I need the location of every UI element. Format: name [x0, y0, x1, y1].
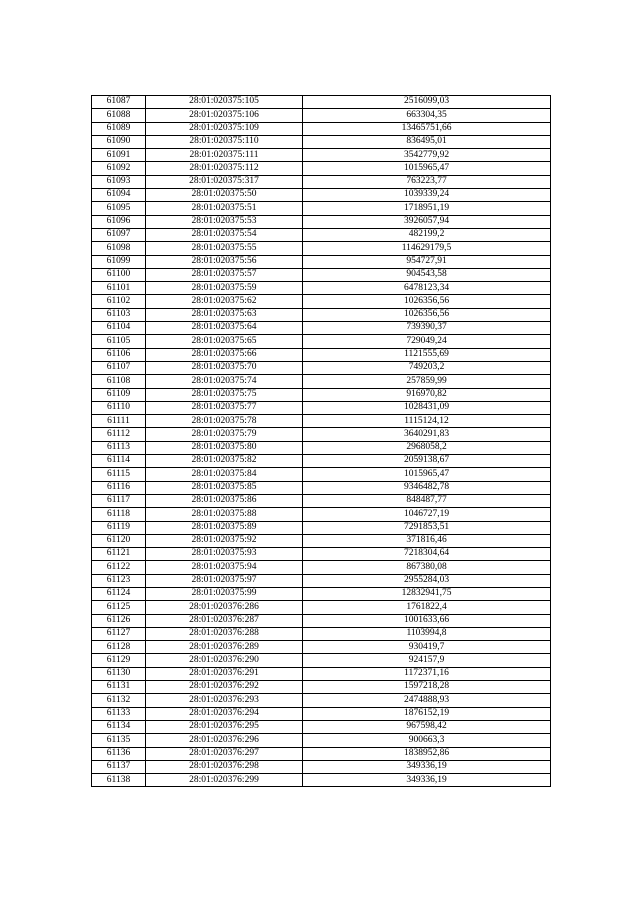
cadastral-value-cell: 763223,77: [303, 175, 551, 188]
table-row: [92, 694, 551, 707]
cadastral-number-cell: 28:01:020375:56: [146, 255, 303, 268]
cadastral-number-cell: 28:01:020375:57: [146, 268, 303, 281]
row-number-cell: 61138: [92, 774, 146, 787]
table-row: [92, 428, 551, 441]
table-row: [92, 574, 551, 587]
cadastral-value-cell: 967598,42: [303, 720, 551, 733]
cadastral-number-cell: 28:01:020375:109: [146, 122, 303, 135]
cadastral-number-cell: 28:01:020375:51: [146, 202, 303, 215]
row-number-cell: 61099: [92, 255, 146, 268]
cadastral-number-cell: 28:01:020376:289: [146, 641, 303, 654]
table-row: [92, 335, 551, 348]
cadastral-number-cell: 28:01:020375:54: [146, 228, 303, 241]
cadastral-value-cell: 114629179,5: [303, 242, 551, 255]
row-number-cell: 61111: [92, 415, 146, 428]
row-number-cell: 61089: [92, 122, 146, 135]
table-row: [92, 667, 551, 680]
row-number-cell: 61127: [92, 627, 146, 640]
row-number-cell: 61124: [92, 587, 146, 600]
table-row: [92, 109, 551, 122]
table-row: [92, 774, 551, 787]
table-row: [92, 361, 551, 374]
row-number-cell: 61101: [92, 282, 146, 295]
row-number-cell: 61117: [92, 494, 146, 507]
table-row: [92, 747, 551, 760]
cadastral-value-cell: 371816,46: [303, 534, 551, 547]
cadastral-number-cell: 28:01:020375:92: [146, 534, 303, 547]
cadastral-value-cell: 1115124,12: [303, 415, 551, 428]
row-number-cell: 61090: [92, 135, 146, 148]
row-number-cell: 61133: [92, 707, 146, 720]
cadastral-value-cell: 6478123,34: [303, 282, 551, 295]
table-row: [92, 189, 551, 202]
row-number-cell: 61110: [92, 401, 146, 414]
table-row: [92, 415, 551, 428]
row-number-cell: 61137: [92, 760, 146, 773]
cadastral-value-cell: 3542779,92: [303, 149, 551, 162]
cadastral-number-cell: 28:01:020375:50: [146, 189, 303, 202]
cadastral-value-cell: 954727,91: [303, 255, 551, 268]
cadastral-number-cell: 28:01:020375:317: [146, 175, 303, 188]
cadastral-number-cell: 28:01:020375:53: [146, 215, 303, 228]
cadastral-value-cell: 663304,35: [303, 109, 551, 122]
table-row: [92, 734, 551, 747]
cadastral-value-cell: 836495,01: [303, 135, 551, 148]
cadastral-value-cell: 2955284,03: [303, 574, 551, 587]
row-number-cell: 61129: [92, 654, 146, 667]
cadastral-value-cell: 2968058,2: [303, 441, 551, 454]
table-row: [92, 242, 551, 255]
table-row: [92, 149, 551, 162]
table-row: [92, 388, 551, 401]
cadastral-value-cell: 482199,2: [303, 228, 551, 241]
table-row: [92, 162, 551, 175]
row-number-cell: 61114: [92, 455, 146, 468]
table-row: [92, 561, 551, 574]
cadastral-number-cell: 28:01:020375:110: [146, 135, 303, 148]
table-row: [92, 681, 551, 694]
cadastral-number-cell: 28:01:020375:59: [146, 282, 303, 295]
cadastral-number-cell: 28:01:020376:297: [146, 747, 303, 760]
cadastral-number-cell: 28:01:020375:77: [146, 401, 303, 414]
cadastral-value-cell: 1046727,19: [303, 508, 551, 521]
table-row: [92, 707, 551, 720]
table-row: [92, 282, 551, 295]
table-row: [92, 308, 551, 321]
cadastral-value-cell: 1103994,8: [303, 627, 551, 640]
row-number-cell: 61094: [92, 189, 146, 202]
row-number-cell: 61103: [92, 308, 146, 321]
row-number-cell: 61088: [92, 109, 146, 122]
cadastral-value-cell: 924157,9: [303, 654, 551, 667]
row-number-cell: 61091: [92, 149, 146, 162]
cadastral-number-cell: 28:01:020376:294: [146, 707, 303, 720]
cadastral-number-cell: 28:01:020375:88: [146, 508, 303, 521]
table-row: [92, 122, 551, 135]
row-number-cell: 61093: [92, 175, 146, 188]
cadastral-value-cell: 729049,24: [303, 335, 551, 348]
table-row: [92, 455, 551, 468]
cadastral-value-cell: 1876152,19: [303, 707, 551, 720]
table-row: [92, 720, 551, 733]
row-number-cell: 61123: [92, 574, 146, 587]
cadastral-number-cell: 28:01:020375:62: [146, 295, 303, 308]
cadastral-value-cell: 1121555,69: [303, 348, 551, 361]
cadastral-number-cell: 28:01:020375:105: [146, 96, 303, 109]
cadastral-value-cell: 1172371,16: [303, 667, 551, 680]
cadastral-number-cell: 28:01:020375:78: [146, 415, 303, 428]
cadastral-number-cell: 28:01:020375:82: [146, 455, 303, 468]
cadastral-value-cell: 916970,82: [303, 388, 551, 401]
table-row: [92, 401, 551, 414]
table-row: [92, 348, 551, 361]
row-number-cell: 61092: [92, 162, 146, 175]
cadastral-value-cell: 1015965,47: [303, 468, 551, 481]
row-number-cell: 61119: [92, 521, 146, 534]
cadastral-value-cell: 7218304,64: [303, 548, 551, 561]
cadastral-number-cell: 28:01:020375:63: [146, 308, 303, 321]
row-number-cell: 61130: [92, 667, 146, 680]
row-number-cell: 61098: [92, 242, 146, 255]
cadastral-value-cell: 3640291,83: [303, 428, 551, 441]
cadastral-value-cell: 349336,19: [303, 760, 551, 773]
row-number-cell: 61116: [92, 481, 146, 494]
table-row: [92, 468, 551, 481]
cadastral-value-cell: 848487,77: [303, 494, 551, 507]
cadastral-value-cell: 739390,37: [303, 322, 551, 335]
cadastral-value-cell: 867380,08: [303, 561, 551, 574]
cadastral-value-table: [91, 95, 551, 787]
table-row: [92, 614, 551, 627]
row-number-cell: 61126: [92, 614, 146, 627]
table-row: [92, 135, 551, 148]
table-row: [92, 521, 551, 534]
cadastral-number-cell: 28:01:020375:55: [146, 242, 303, 255]
cadastral-number-cell: 28:01:020376:296: [146, 734, 303, 747]
table-body: [92, 96, 551, 787]
cadastral-value-cell: 1039339,24: [303, 189, 551, 202]
table-row: [92, 175, 551, 188]
table-row: [92, 587, 551, 600]
row-number-cell: 61105: [92, 335, 146, 348]
cadastral-value-cell: 13465751,66: [303, 122, 551, 135]
cadastral-number-cell: 28:01:020376:286: [146, 601, 303, 614]
row-number-cell: 61136: [92, 747, 146, 760]
cadastral-value-cell: 1838952,86: [303, 747, 551, 760]
cadastral-number-cell: 28:01:020375:79: [146, 428, 303, 441]
row-number-cell: 61095: [92, 202, 146, 215]
row-number-cell: 61122: [92, 561, 146, 574]
row-number-cell: 61121: [92, 548, 146, 561]
cadastral-value-cell: 3926057,94: [303, 215, 551, 228]
cadastral-value-cell: 1026356,56: [303, 308, 551, 321]
table-row: [92, 641, 551, 654]
row-number-cell: 61134: [92, 720, 146, 733]
cadastral-number-cell: 28:01:020375:70: [146, 361, 303, 374]
cadastral-number-cell: 28:01:020376:287: [146, 614, 303, 627]
table-row: [92, 508, 551, 521]
cadastral-number-cell: 28:01:020376:295: [146, 720, 303, 733]
cadastral-number-cell: 28:01:020375:64: [146, 322, 303, 335]
cadastral-number-cell: 28:01:020375:93: [146, 548, 303, 561]
row-number-cell: 61120: [92, 534, 146, 547]
row-number-cell: 61087: [92, 96, 146, 109]
cadastral-value-cell: 7291853,51: [303, 521, 551, 534]
cadastral-number-cell: 28:01:020375:97: [146, 574, 303, 587]
table-row: [92, 375, 551, 388]
cadastral-number-cell: 28:01:020376:292: [146, 681, 303, 694]
cadastral-value-cell: 1597218,28: [303, 681, 551, 694]
cadastral-value-cell: 1761822,4: [303, 601, 551, 614]
cadastral-number-cell: 28:01:020375:84: [146, 468, 303, 481]
cadastral-value-cell: 1001633,66: [303, 614, 551, 627]
cadastral-value-cell: 1718951,19: [303, 202, 551, 215]
cadastral-number-cell: 28:01:020375:80: [146, 441, 303, 454]
cadastral-number-cell: 28:01:020375:112: [146, 162, 303, 175]
row-number-cell: 61109: [92, 388, 146, 401]
table-row: [92, 548, 551, 561]
cadastral-value-cell: 2474888,93: [303, 694, 551, 707]
cadastral-number-cell: 28:01:020375:99: [146, 587, 303, 600]
table-row: [92, 534, 551, 547]
cadastral-value-cell: 1015965,47: [303, 162, 551, 175]
table-row: [92, 322, 551, 335]
row-number-cell: 61131: [92, 681, 146, 694]
table-row: [92, 96, 551, 109]
cadastral-value-cell: 900663,3: [303, 734, 551, 747]
table-row: [92, 228, 551, 241]
cadastral-number-cell: 28:01:020375:111: [146, 149, 303, 162]
table-row: [92, 215, 551, 228]
cadastral-number-cell: 28:01:020376:291: [146, 667, 303, 680]
table-row: [92, 268, 551, 281]
cadastral-value-cell: 1026356,56: [303, 295, 551, 308]
cadastral-number-cell: 28:01:020375:75: [146, 388, 303, 401]
row-number-cell: 61102: [92, 295, 146, 308]
cadastral-number-cell: 28:01:020376:290: [146, 654, 303, 667]
row-number-cell: 61135: [92, 734, 146, 747]
row-number-cell: 61118: [92, 508, 146, 521]
cadastral-number-cell: 28:01:020375:94: [146, 561, 303, 574]
cadastral-number-cell: 28:01:020376:299: [146, 774, 303, 787]
cadastral-number-cell: 28:01:020375:66: [146, 348, 303, 361]
row-number-cell: 61115: [92, 468, 146, 481]
cadastral-number-cell: 28:01:020375:106: [146, 109, 303, 122]
row-number-cell: 61108: [92, 375, 146, 388]
cadastral-number-cell: 28:01:020375:89: [146, 521, 303, 534]
cadastral-number-cell: 28:01:020375:86: [146, 494, 303, 507]
table-row: [92, 601, 551, 614]
row-number-cell: 61132: [92, 694, 146, 707]
row-number-cell: 61128: [92, 641, 146, 654]
cadastral-value-cell: 349336,19: [303, 774, 551, 787]
cadastral-value-cell: 12832941,75: [303, 587, 551, 600]
cadastral-value-cell: 749203,2: [303, 361, 551, 374]
row-number-cell: 61096: [92, 215, 146, 228]
cadastral-value-cell: 9346482,78: [303, 481, 551, 494]
row-number-cell: 61107: [92, 361, 146, 374]
table-row: [92, 654, 551, 667]
table-row: [92, 295, 551, 308]
row-number-cell: 61112: [92, 428, 146, 441]
table-row: [92, 255, 551, 268]
row-number-cell: 61106: [92, 348, 146, 361]
row-number-cell: 61104: [92, 322, 146, 335]
row-number-cell: 61100: [92, 268, 146, 281]
table-row: [92, 627, 551, 640]
cadastral-number-cell: 28:01:020375:85: [146, 481, 303, 494]
cadastral-number-cell: 28:01:020375:74: [146, 375, 303, 388]
row-number-cell: 61113: [92, 441, 146, 454]
row-number-cell: 61097: [92, 228, 146, 241]
cadastral-value-cell: 257859,99: [303, 375, 551, 388]
cadastral-number-cell: 28:01:020376:298: [146, 760, 303, 773]
cadastral-value-cell: 1028431,09: [303, 401, 551, 414]
table-row: [92, 481, 551, 494]
cadastral-value-cell: 930419,7: [303, 641, 551, 654]
cadastral-value-cell: 2059138,67: [303, 455, 551, 468]
cadastral-number-cell: 28:01:020376:293: [146, 694, 303, 707]
table-row: [92, 441, 551, 454]
table-row: [92, 494, 551, 507]
table-row: [92, 202, 551, 215]
cadastral-value-cell: 2516099,03: [303, 96, 551, 109]
cadastral-value-cell: 904543,58: [303, 268, 551, 281]
row-number-cell: 61125: [92, 601, 146, 614]
cadastral-number-cell: 28:01:020375:65: [146, 335, 303, 348]
cadastral-number-cell: 28:01:020376:288: [146, 627, 303, 640]
table-row: [92, 760, 551, 773]
